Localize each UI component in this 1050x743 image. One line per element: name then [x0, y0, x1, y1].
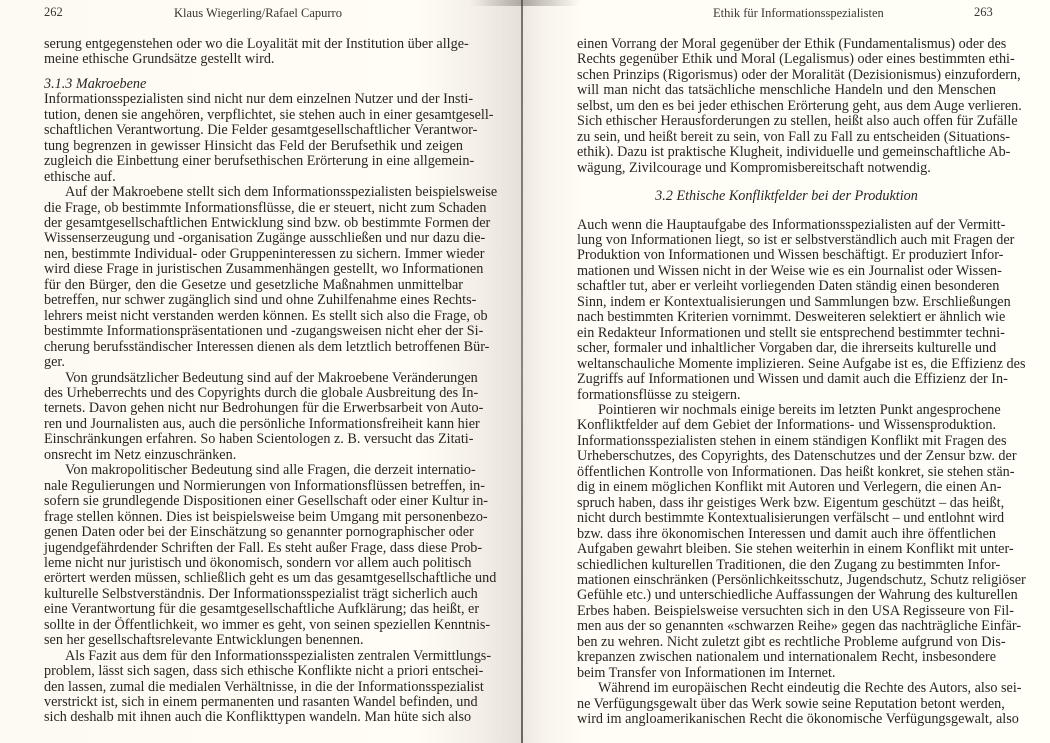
- text-line: Von makropolitischer Bedeutung sind alle Fragen, die derzeit internatio-: [65, 462, 476, 479]
- text-line: Sich ethischer Herausforderungen zu stellen, heißt also auch offen für Zufälle: [577, 113, 1018, 130]
- text-line: spruch haben, dass ihr geistiges Werk bzw. Eigentum geschützt – das heißt,: [577, 494, 1005, 511]
- text-line: Produktion von Informationen und Wissen beschäftigt. Er produziert Infor-: [577, 247, 1004, 264]
- text-line: sollte in der Öffentlichkeit, wo immer es geht, von seinen speziellen Kenntnis-: [44, 616, 491, 633]
- left-page-body: [44, 36, 498, 726]
- text-line: schiedlichen kulturellen Traditionen, die den Zugang zu bestimmten Infor-: [577, 556, 1001, 573]
- text-line: schaftlichen Verantwortung. Die Felder gesamtgesellschaftlicher Verantwor-: [44, 122, 478, 139]
- text-line: zu sein, und heißt bereit zu sein, von Fall zu Fall zu entscheiden (Situations-: [577, 128, 1011, 145]
- text-line: Während im europäischen Recht eindeutig die Rechte des Autors, also sei-: [598, 680, 1022, 697]
- gutter-shadow: [470, 0, 580, 6]
- section-heading: 3.2 Ethische Konfliktfelder bei der Produktion: [655, 188, 918, 205]
- right-page: [522, 0, 1050, 743]
- text-line: Zugriffs auf Informationen und Wissen und damit auch die Effizienz der In-: [577, 371, 1008, 388]
- text-line: Gefühle etc.) und unterschiedliche Auffassungen der Wahrung des kulturellen: [577, 587, 1018, 604]
- text-line: meine ethische Grundsätze gestellt wird.: [44, 51, 275, 68]
- paragraph: [577, 216, 1026, 403]
- text-line: selbst, um den es bei jeder ethischen Erörterung geht, aus dem Auge verlieren.: [577, 97, 1022, 114]
- text-line: für den Bürger, den die Gesetze und gesetzliche Maßnahmen unmittelbar: [44, 276, 463, 293]
- text-line: nale Regulierungen und Normierungen von Informationsflüssen betreffen, in-: [44, 477, 486, 494]
- text-line: serung entgegenstehen oder wo die Loyalität mit der Institution über allge-: [44, 36, 469, 52]
- text-line: mationen einschränken (Persönlichkeitsschutz, Jugendschutz, Schutz religiöser: [577, 571, 1026, 588]
- text-line: ternets. Davon gehen nicht nur Bedrohungen für die Erwerbsarbeit von Auto-: [44, 400, 484, 417]
- book-spine-gutter: [521, 0, 523, 743]
- text-line: nen, bestimmte Individual- oder Gruppeninteressen zu sichern. Immer wieder: [44, 245, 485, 262]
- paragraph: [44, 647, 492, 726]
- text-line: nicht durch bestimmte Kontextualisierungen verfälscht – und entlohnt wird: [577, 510, 1005, 527]
- text-line: tung begrenzen in gewisser Hinsicht das Feld der Berufsethik und zeigen: [44, 137, 463, 154]
- text-line: ein Redakteur Informationen und stellt sie entsprechend bestimmter techni-: [577, 324, 1005, 341]
- text-line: Pointieren wir nochmals einige bereits im letzten Punkt angesprochene: [598, 401, 1001, 418]
- text-line: wägung, Zivilcourage und Kompromisbereitschaft notwendig.: [577, 159, 931, 176]
- paragraph: [44, 36, 469, 68]
- text-line: bzw. dass ihre ökonomischen Interessen und damit auch ihre öffentlichen: [577, 525, 996, 542]
- text-line: nach bestimmten Kriterien vornimmt. Desweiteren selektiert er ähnlich wie: [577, 309, 1006, 326]
- text-line: einen Vorrang der Moral gegenüber der Ethik (Fundamentalismus) oder des: [577, 36, 1007, 52]
- paragraph: [577, 36, 1022, 176]
- text-line: verstrickt ist, sich in einem permanenten und rasanten Wandel befinden, und: [44, 694, 478, 711]
- text-line: problem, lässt sich sagen, dass sich ethische Konflikte nicht a priori entschei-: [44, 663, 484, 680]
- running-head-right: Ethik für Informationsspezialisten: [713, 6, 884, 20]
- paragraph: [577, 401, 1026, 681]
- right-page-body: [577, 36, 1026, 728]
- text-line: will man nicht das tatsächliche menschliche Handeln und den Menschen: [577, 82, 996, 99]
- text-line: kulturelle Selbstverständnis. Der Informationsspezialist trägt sicherlich auch: [44, 585, 478, 602]
- text-line: ren und Journalisten aus, auch die persönliche Informationsfreiheit kann hier: [44, 415, 480, 432]
- text-line: jugendgefährdender Schriften der Fall. Es steht außer Frage, dass diese Prob-: [44, 539, 483, 556]
- text-line: sen her gesellschaftsrelevante Entwicklungen benennen.: [44, 632, 364, 649]
- text-line: Informationsspezialisten stehen in einem ständigen Konflikt mit Fragen des: [577, 432, 1007, 449]
- text-line: ethische auf.: [44, 168, 116, 185]
- text-line: Auf der Makroebene stellt sich dem Informationsspezialisten beispielsweise: [65, 184, 498, 201]
- page-number-left: 262: [44, 5, 63, 19]
- left-page: [0, 0, 522, 743]
- paragraph: [44, 184, 498, 371]
- text-line: krepanzen zwischen nationalem und internationalem Recht, insbesondere: [577, 649, 996, 666]
- text-line: cherung berufsständischer Interessen dienen als dem letztlich betroffenen Bür-: [44, 338, 490, 355]
- text-line: onsrecht im Netz einzuschränken.: [44, 446, 237, 463]
- text-line: scher, formaler und inhaltlicher Vorgaben dar, die ihrerseits kulturelle und: [577, 340, 997, 357]
- text-line: weltanschauliche Momente implizieren. Seine Aufgabe ist es, die Effizienz des: [577, 355, 1026, 372]
- text-line: genen Daten oder bei der Einschätzung so genannter pornographischer oder: [44, 524, 474, 541]
- text-line: Aufgaben gewahrt bleiben. Sie stehen weiterhin in einem Konflikt mit unter-: [577, 541, 1014, 558]
- text-line: zugleich die Einbettung einer berufsethischen Erörterung in eine allgemein-: [44, 153, 475, 170]
- text-line: erörtert werden müssen, schließlich geht es um das gesamtgesellschaftliche und: [44, 570, 497, 587]
- text-line: die Frage, ob bestimmte Informationsflüsse, die er steuert, nicht zum Schaden: [44, 199, 487, 216]
- text-line: sich deshalb mit ihnen auch die Konflikttypen wandeln. Man hüte sich also: [44, 709, 472, 726]
- text-line: mationen und Wissen nicht in der Weise wie es ein Journalist oder Wissen-: [577, 262, 1002, 279]
- text-line: tution, denen sie angehören, verpflichtet, sie stehen auch in einer gesamtgesell-: [44, 106, 494, 123]
- section-spacing: [577, 205, 996, 218]
- page-number-right: 263: [974, 5, 993, 19]
- text-line: Einschränkungen erfahren. So haben Scientologen z. B. versucht das Zitati-: [44, 431, 474, 448]
- text-line: ne Verfügungsgewalt über das Werk sowie seine Reputation betont werden,: [577, 695, 1005, 712]
- text-line: Von grundsätzlicher Bedeutung sind auf der Makroebene Veränderungen: [65, 369, 478, 386]
- text-line: wird diese Frage in juristischen Zusammenhängen gestellt, wo Informationen: [44, 261, 484, 278]
- text-line: eine Verantwortung für die gesamtgesellschaftliche Aufklärung; das heißt, er: [44, 601, 480, 618]
- text-line: Sinn, indem er Kontextualisierungen und Sammlungen bzw. Erschließungen: [577, 293, 1011, 310]
- text-line: men aus der so genannten «schwarzen Reihe» gegen das nachträgliche Einfär-: [577, 618, 1022, 635]
- text-line: bestimmte Informationspräsentationen und -zugangsweisen nicht eher der Si-: [44, 323, 484, 340]
- text-line: schaftler tut, aber er verleiht vorliegenden Daten ständig einen besonderen: [577, 278, 1000, 295]
- text-line: ger.: [44, 354, 65, 371]
- text-line: formationsflüsse zu steigern.: [577, 386, 741, 403]
- text-line: Als Fazit aus dem für den Informationsspezialisten zentralen Vermittlungs-: [65, 647, 492, 664]
- text-line: Urheberschutzes, des Copyrights, des Datenschutzes und der Zensur bzw. der: [577, 448, 1017, 465]
- text-line: frage stellen können. Dies ist beispielsweise beim Umgang mit personenbezo-: [44, 508, 488, 525]
- text-line: ethik). Dazu ist praktische Klugheit, individuelle und gemeinschaftliche Ab-: [577, 144, 1011, 161]
- paragraph: [44, 369, 484, 464]
- paragraph: [44, 91, 494, 185]
- text-line: Wissenserzeugung und -organisation Zugänge ausschließen und nur dazu die-: [44, 230, 486, 247]
- paragraph: [44, 462, 497, 649]
- text-line: den lassen, zumal die medialen Verhältnisse, in die der Informationsspezialist: [44, 678, 484, 695]
- text-line: betreffen, nur schwer zugänglich sind und ohne Zuhilfenahme eines Rechts-: [44, 292, 477, 309]
- running-head-left: Klaus Wiegerling/Rafael Capurro: [174, 6, 342, 20]
- text-line: dig in einem möglichen Konflikt mit Autoren und Verlegern, die einen An-: [577, 479, 1002, 496]
- text-line: leme nicht nur juristisch und ökonomisch, sondern vor allem auch politisch: [44, 554, 472, 571]
- text-line: Rechts gegenüber Ethik und Moral (Legalismus) oder eines bestimmten ethi-: [577, 51, 1015, 68]
- text-line: schen Prinzips (Rigorismus) oder der Moralität (Dezisionismus) einzufordern,: [577, 66, 1021, 83]
- text-line: Auch wenn die Hauptaufgabe des Informationsspezialisten auf der Vermitt-: [577, 216, 1006, 233]
- text-line: des Urheberrechts und des Copyrights durch die globale Ausbreitung des In-: [44, 384, 479, 401]
- text-line: ben zu wehren. Nicht zuletzt gibt es rechtliche Probleme aufgrund von Dis-: [577, 633, 1006, 650]
- text-line: lung von Informationen liegt, so ist er selbstverständlich auch mit Fragen der: [577, 231, 1015, 248]
- text-line: beim Transfer von Informationen im Internet.: [577, 664, 836, 681]
- text-line: lehrers meist nicht verstanden werden können. Es stellt sich also die Frage, ob: [44, 307, 488, 324]
- paragraph: [577, 680, 1022, 728]
- text-line: Informationsspezialisten sind nicht nur dem einzelnen Nutzer und der Insti-: [44, 91, 474, 108]
- text-line: öffentlichen Kontrolle von Informationen. Das heißt konkret, sie stehen stän-: [577, 463, 1015, 480]
- text-line: sofern sie grundlegende Dispositionen einer Gesellschaft oder einer Kultur in-: [44, 493, 489, 510]
- text-line: wird im angloamerikanischen Recht die ökonomische Verfügungsgewalt, also: [577, 711, 1019, 728]
- text-line: Erbes haben. Beispielsweise versuchten sich in den USA Regisseure von Fil-: [577, 602, 1014, 619]
- section-heading: 3.1.3 Makroebene: [44, 75, 147, 92]
- text-line: der gesamtgesellschaftlichen Entwicklung sind bzw. ob bestimmte Formen der: [44, 214, 491, 231]
- text-line: Konfliktfelder auf dem Gebiet der Informations- und Wissensproduktion.: [577, 417, 996, 434]
